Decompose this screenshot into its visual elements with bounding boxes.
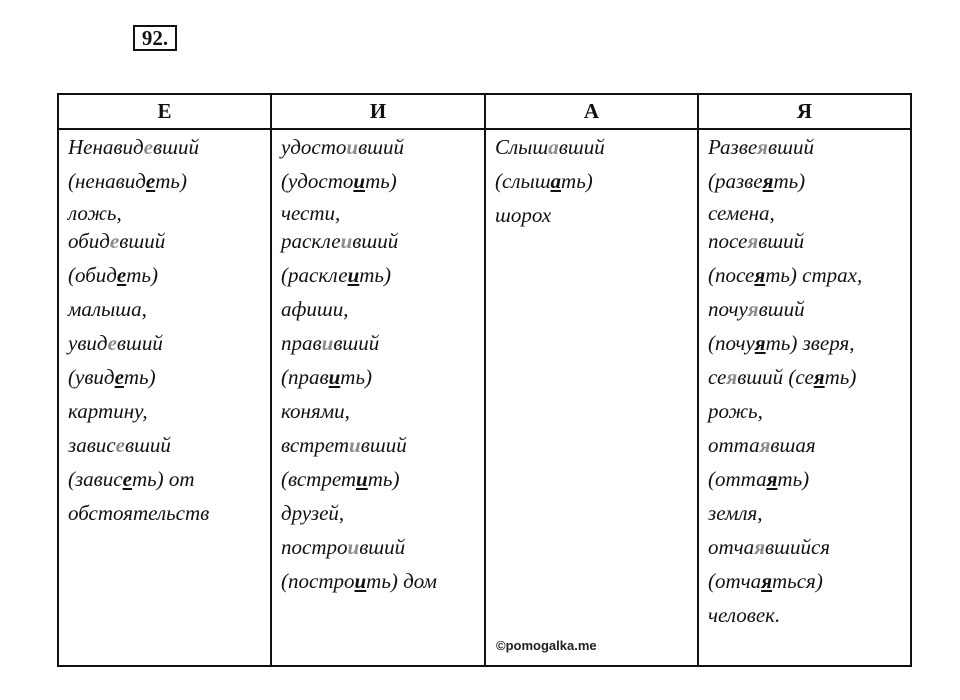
word-line xyxy=(281,533,476,567)
word-line xyxy=(281,431,476,465)
word-text: ть) xyxy=(561,169,593,193)
word-text: отча xyxy=(708,535,755,559)
word-line xyxy=(68,363,262,397)
suffix-vowel: е xyxy=(107,331,117,355)
word-text: ть) xyxy=(777,467,810,491)
word-text: ть) страх, xyxy=(765,263,863,287)
word-text: вший xyxy=(768,135,814,159)
word-line xyxy=(708,295,902,329)
word-text: человек. xyxy=(708,603,781,627)
word-line xyxy=(708,133,902,167)
suffix-vowel: и xyxy=(346,135,359,159)
word-line xyxy=(281,363,476,397)
suffix-vowel: е xyxy=(143,135,153,159)
word-text: картину, xyxy=(68,399,148,423)
word-text: вший xyxy=(358,135,405,159)
infinitive-vowel: я xyxy=(762,169,774,193)
word-text: прав xyxy=(281,331,322,355)
word-text: увид xyxy=(68,331,108,355)
column-header-a: А xyxy=(485,94,698,129)
watermark: ©pomogalka.me xyxy=(496,638,597,653)
column-header-ya: Я xyxy=(698,94,911,129)
word-text: ть) дом xyxy=(366,569,437,593)
word-text: ложь, xyxy=(68,201,122,225)
word-text: (посе xyxy=(708,263,755,287)
word-text: (разве xyxy=(708,169,763,193)
column-header-i: И xyxy=(271,94,485,129)
word-text: малыша, xyxy=(68,297,147,321)
word-line xyxy=(708,261,902,295)
infinitive-vowel: е xyxy=(122,467,132,491)
infinitive-vowel: я xyxy=(766,467,778,491)
infinitive-vowel: и xyxy=(353,169,366,193)
vowel-table xyxy=(57,93,912,667)
word-line xyxy=(68,431,262,465)
infinitive-vowel: и xyxy=(356,467,368,491)
word-line xyxy=(708,363,902,397)
column-cell-ya xyxy=(698,129,911,666)
word-line xyxy=(281,201,476,227)
suffix-vowel: я xyxy=(757,135,768,159)
word-text: ть) зверя, xyxy=(765,331,855,355)
word-line xyxy=(708,431,902,465)
word-text: ть) xyxy=(773,169,806,193)
word-text: конями, xyxy=(281,399,350,423)
word-line xyxy=(281,397,476,431)
word-text: посе xyxy=(708,229,748,253)
infinitive-vowel: е xyxy=(116,263,127,287)
word-line xyxy=(68,499,262,533)
word-text: Ненавид xyxy=(68,135,144,159)
word-text: ть) xyxy=(155,169,187,193)
word-text: вший xyxy=(119,229,166,253)
infinitive-vowel: я xyxy=(813,365,825,389)
suffix-vowel: я xyxy=(759,433,771,457)
column-cell-e xyxy=(58,129,271,666)
word-line xyxy=(281,499,476,533)
word-text: ть) xyxy=(123,365,156,389)
word-text: почу xyxy=(708,297,748,321)
word-text: (удосто xyxy=(281,169,354,193)
word-text: ть) от xyxy=(131,467,195,491)
word-text: ть) xyxy=(340,365,373,389)
word-text: (прав xyxy=(281,365,329,389)
word-line xyxy=(68,397,262,431)
word-text: Слыш xyxy=(495,135,549,159)
word-line xyxy=(68,465,262,499)
suffix-vowel: и xyxy=(347,535,360,559)
word-line xyxy=(281,133,476,167)
word-line xyxy=(708,329,902,363)
word-text: встрет xyxy=(281,433,350,457)
word-line xyxy=(281,329,476,363)
word-text: Разве xyxy=(708,135,758,159)
word-text: постро xyxy=(281,535,348,559)
suffix-vowel: и xyxy=(321,331,334,355)
word-line xyxy=(708,227,902,261)
word-text: отта xyxy=(708,433,760,457)
word-text: чести, xyxy=(281,201,341,225)
word-text: вший xyxy=(152,135,199,159)
word-text: ть) xyxy=(824,365,857,389)
word-text: вший xyxy=(558,135,605,159)
column-cell-a xyxy=(485,129,698,666)
suffix-vowel: я xyxy=(754,535,766,559)
word-text: раскле xyxy=(281,229,341,253)
word-line xyxy=(708,567,902,601)
word-text: (слыш xyxy=(495,169,551,193)
suffix-vowel: е xyxy=(109,229,120,253)
word-line xyxy=(495,201,689,235)
word-text: ть) xyxy=(365,169,397,193)
word-text: вший xyxy=(359,535,406,559)
infinitive-vowel: я xyxy=(754,263,766,287)
word-text: (отча xyxy=(708,569,762,593)
word-text: удосто xyxy=(281,135,347,159)
word-text: шорох xyxy=(495,203,552,227)
suffix-vowel: а xyxy=(548,135,559,159)
word-text: обстоятельств xyxy=(68,501,210,525)
word-line xyxy=(281,167,476,201)
word-text: вший xyxy=(124,433,171,457)
word-text: (обид xyxy=(68,263,117,287)
word-text: (встрет xyxy=(281,467,357,491)
word-line xyxy=(68,227,262,261)
word-text: (увид xyxy=(68,365,115,389)
word-line xyxy=(495,167,689,201)
word-text: вший xyxy=(333,331,380,355)
column-cell-i xyxy=(271,129,485,666)
column-header-e: Е xyxy=(58,94,271,129)
infinitive-vowel: и xyxy=(328,365,341,389)
word-line xyxy=(708,201,902,227)
word-line xyxy=(708,465,902,499)
word-text: (почу xyxy=(708,331,755,355)
word-text: (ненавид xyxy=(68,169,146,193)
word-line xyxy=(68,133,262,167)
word-line xyxy=(281,567,476,601)
word-text: ть) xyxy=(367,467,400,491)
suffix-vowel: я xyxy=(747,297,759,321)
infinitive-vowel: и xyxy=(354,569,367,593)
word-line xyxy=(281,295,476,329)
body-row xyxy=(58,129,911,666)
word-text: вшийся xyxy=(765,535,831,559)
word-text: обид xyxy=(68,229,110,253)
word-text: ться) xyxy=(772,569,823,593)
word-text: (отта xyxy=(708,467,767,491)
word-line xyxy=(68,201,262,227)
word-text: вший xyxy=(116,331,163,355)
word-line xyxy=(495,133,689,167)
word-text: (постро xyxy=(281,569,355,593)
word-line xyxy=(281,261,476,295)
word-line xyxy=(68,329,262,363)
word-text: (раскле xyxy=(281,263,348,287)
word-text: (завис xyxy=(68,467,123,491)
word-text: рожь, xyxy=(708,399,763,423)
word-line xyxy=(68,167,262,201)
word-text: вшая xyxy=(770,433,816,457)
suffix-vowel: я xyxy=(747,229,759,253)
word-text: ть) xyxy=(126,263,158,287)
suffix-vowel: и xyxy=(340,229,353,253)
header-row xyxy=(58,94,911,129)
word-text: вший xyxy=(758,297,805,321)
word-line xyxy=(68,261,262,295)
word-line xyxy=(708,533,902,567)
infinitive-vowel: е xyxy=(145,169,156,193)
suffix-vowel: я xyxy=(726,365,738,389)
word-line xyxy=(281,227,476,261)
infinitive-vowel: и xyxy=(347,263,360,287)
suffix-vowel: е xyxy=(115,433,125,457)
exercise-number: 92. xyxy=(133,25,177,51)
word-text: вший (се xyxy=(737,365,814,389)
word-text: вший xyxy=(360,433,407,457)
word-text: вший xyxy=(352,229,399,253)
word-text: земля, xyxy=(708,501,763,525)
word-text: завис xyxy=(68,433,116,457)
word-line xyxy=(708,167,902,201)
word-text: се xyxy=(708,365,727,389)
infinitive-vowel: я xyxy=(761,569,773,593)
word-text: друзей, xyxy=(281,501,345,525)
word-text: вший xyxy=(758,229,805,253)
word-text: афиши, xyxy=(281,297,349,321)
word-line xyxy=(68,295,262,329)
suffix-vowel: и xyxy=(349,433,361,457)
word-line xyxy=(708,499,902,533)
word-text: семена, xyxy=(708,201,775,225)
word-line xyxy=(708,601,902,635)
word-line xyxy=(281,465,476,499)
infinitive-vowel: е xyxy=(114,365,124,389)
infinitive-vowel: а xyxy=(550,169,562,193)
infinitive-vowel: я xyxy=(754,331,766,355)
word-text: ть) xyxy=(359,263,391,287)
word-line xyxy=(708,397,902,431)
